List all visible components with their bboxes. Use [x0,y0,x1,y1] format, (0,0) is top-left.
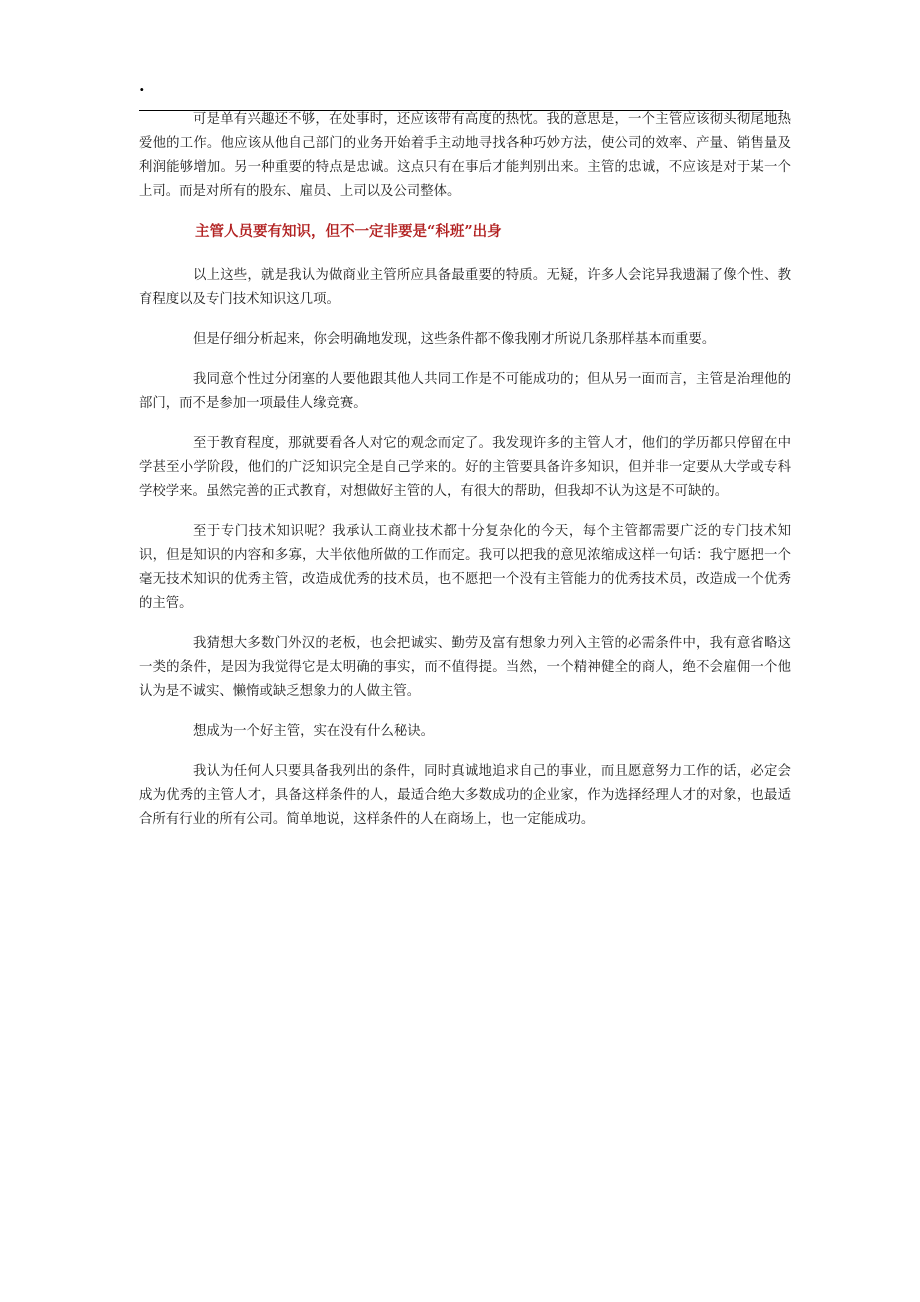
paragraph-enthusiasm-loyalty: 可是单有兴趣还不够，在处事时，还应该带有高度的热忱。我的意思是，一个主管应该彻头彻尾地热爱他的工作。他应该从他自己部门的业务开始着手主动地寻找各种巧妙方法，使公司的效率、产量、销售量及利润能够增加。另一种重要的特点是忠诚。这点只有在事后才能判别出来。主管的忠诚，不应该是对于某一个上司。而是对所有的股东、雇员、上司以及公司整体。 [139,112,791,199]
paragraph-honesty: 我猜想大多数门外汉的老板，也会把诚实、勤劳及富有想象力列入主管的必需条件中，我有意省略这一类的条件，是因为我觉得它是太明确的事实，而不值得提。当然，一个精神健全的商人，绝不会雇佣一个他认为是不诚实、懒惰或缺乏想象力的人做主管。 [139,636,791,699]
paragraph-no-secret: 想成为一个好主管，实在没有什么秘诀。 [193,724,435,739]
section-heading: 主管人员要有知识，但不一定非要是“科班”出身 [195,223,502,240]
paragraph-conclusion: 我认为任何人只要具备我列出的条件，同时真诚地追求自己的事业，而且愿意努力工作的话，必定会成为优秀的主管人才，具备这样条件的人，最适合绝大多数成功的企业家，作为选择经理人才的对象，也最适合所有行业的所有公司。简单地说，这样条件的人在商场上，也一定能成功。 [139,764,791,827]
document-body [139,108,791,848]
header-mark: . [139,76,145,95]
paragraph-personality: 我同意个性过分闭塞的人要他跟其他人共同工作是不可能成功的；但从另一面而言，主管是治理他的部门，而不是参加一项最佳人缘竞赛。 [139,372,791,411]
paragraph-analysis: 但是仔细分析起来，你会明确地发现，这些条件都不像我刚才所说几条那样基本而重要。 [193,332,716,347]
paragraph-education: 至于教育程度，那就要看各人对它的观念而定了。我发现许多的主管人才，他们的学历都只停留在中学甚至小学阶段，他们的广泛知识完全是自己学来的。好的主管要具备许多知识，但并非一定要从大学或专科学校学来。虽然完善的正式教育，对想做好主管的人，有很大的帮助，但我却不认为这是不可缺的。 [139,436,791,499]
paragraph-qualities-summary: 以上这些，就是我认为做商业主管所应具备最重要的特质。无疑，许多人会诧异我遗漏了像个性、教育程度以及专门技术知识这几项。 [139,268,791,307]
paragraph-technical-knowledge: 至于专门技术知识呢？我承认工商业技术都十分复杂化的今天，每个主管都需要广泛的专门技术知识，但是知识的内容和多寡，大半依他所做的工作而定。我可以把我的意见浓缩成这样一句话：我宁愿把一个毫无技术知识的优秀主管，改造成优秀的技术员，也不愿把一个没有主管能力的优秀技术员，改造成一个优秀的主管。 [139,524,791,611]
